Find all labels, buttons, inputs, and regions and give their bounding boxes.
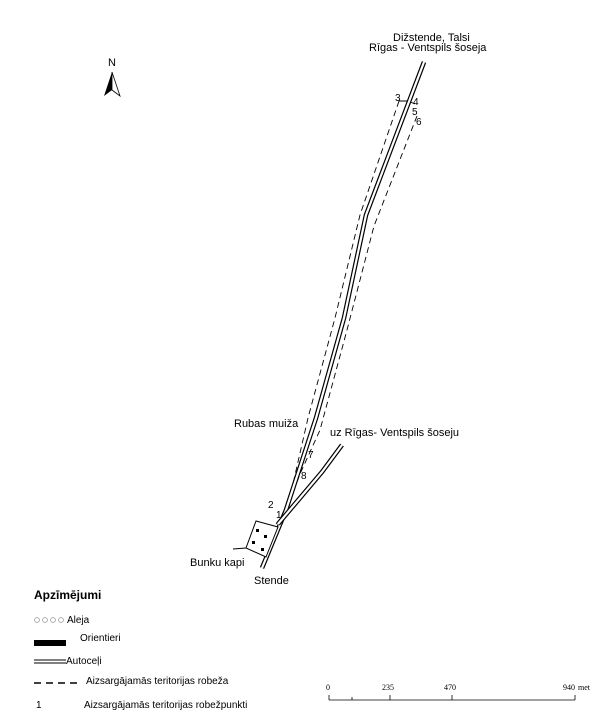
label-branch-road: uz Rīgas- Ventspils šoseju	[330, 427, 460, 439]
label-road-north: Rīgas - Ventspils šoseja	[369, 42, 487, 54]
point-3: 3	[395, 93, 401, 104]
legend	[34, 588, 247, 711]
scale-tick-940: 940	[563, 683, 575, 692]
legend-alley-label: Aleja	[67, 615, 90, 626]
legend-landmark-symbol	[34, 640, 66, 646]
main-road	[262, 62, 424, 568]
scale-tick-0: 0	[326, 683, 330, 692]
scale-tick-470: 470	[444, 683, 456, 692]
point-5: 5	[412, 107, 418, 118]
scale-bar	[326, 683, 591, 700]
legend-road-label: Autoceļi	[66, 656, 102, 667]
legend-boundary-label: Aizsargājamās teritorijas robeža	[86, 676, 229, 687]
legend-road-symbol	[34, 660, 66, 663]
point-7: 7	[308, 450, 314, 461]
scale-unit: met	[578, 683, 590, 692]
legend-point-symbol: 1	[36, 700, 42, 711]
label-bunku-kapi: Bunku kapi	[190, 557, 245, 569]
label-dizstende: Dižstende, Talsi	[393, 32, 470, 44]
point-1: 1	[276, 510, 282, 521]
north-label: N	[108, 57, 116, 69]
label-stende: Stende	[254, 575, 289, 587]
point-6: 6	[416, 117, 422, 128]
legend-title: Apzīmējumi	[34, 588, 102, 602]
scale-tick-235: 235	[382, 683, 394, 692]
legend-point-label: Aizsargājamās teritorijas robežpunkti	[84, 700, 248, 711]
point-2: 2	[268, 500, 274, 511]
legend-alley-symbol	[35, 618, 64, 623]
boundary-west	[276, 101, 399, 524]
point-8: 8	[301, 471, 307, 482]
label-rubas-muiza: Rubas muiža	[234, 418, 299, 430]
legend-landmark-label: Orientieri	[80, 633, 121, 644]
north-arrow-icon	[104, 57, 120, 96]
point-4: 4	[413, 97, 419, 108]
